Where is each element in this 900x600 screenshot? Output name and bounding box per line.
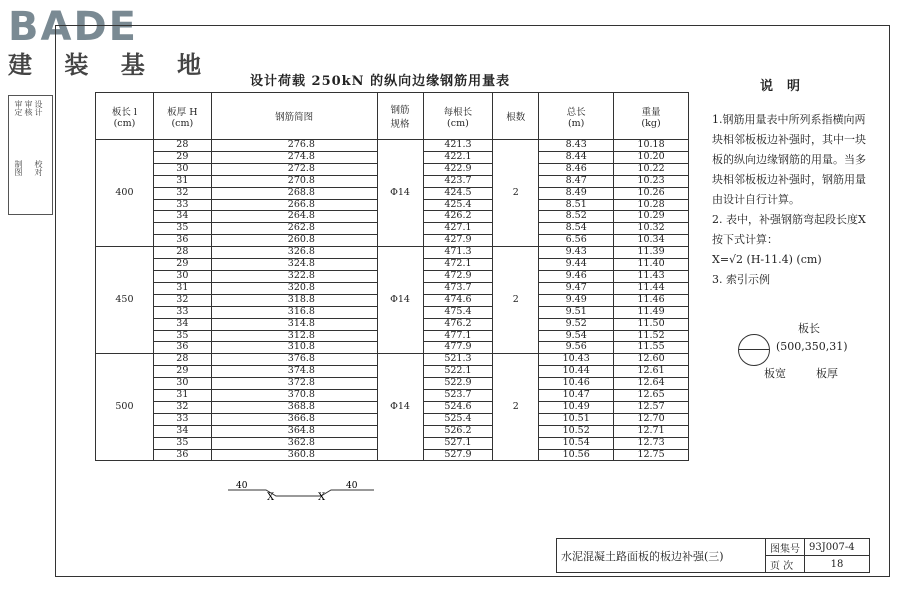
cell-total: 9.43 bbox=[539, 247, 614, 259]
cell-count: 2 bbox=[493, 140, 539, 247]
sidebar-label: 制图 bbox=[14, 160, 23, 176]
cell-total: 9.49 bbox=[539, 294, 614, 306]
cell-diagram-length: 272.8 bbox=[211, 163, 377, 175]
cell-thickness: 28 bbox=[153, 247, 211, 259]
cell-thickness: 33 bbox=[153, 413, 211, 425]
page-label: 页 次 bbox=[766, 556, 805, 573]
rebar-label-right: 40 bbox=[346, 481, 358, 491]
cell-total: 8.54 bbox=[539, 223, 614, 235]
table-body bbox=[96, 140, 689, 461]
header-count: 根数 bbox=[493, 93, 539, 140]
cell-diagram-length: 270.8 bbox=[211, 175, 377, 187]
drawing-name: 水泥混凝土路面板的板边补强(三) bbox=[557, 539, 766, 573]
cell-each-length: 473.7 bbox=[423, 282, 493, 294]
cell-weight: 12.64 bbox=[614, 378, 689, 390]
cell-weight: 10.23 bbox=[614, 175, 689, 187]
cell-diagram-length: 360.8 bbox=[211, 449, 377, 461]
sidebar-label: 校对 bbox=[34, 160, 43, 176]
cell-diagram-length: 318.8 bbox=[211, 294, 377, 306]
table-row bbox=[96, 247, 689, 259]
cell-each-length: 477.9 bbox=[423, 342, 493, 354]
cell-weight: 11.52 bbox=[614, 330, 689, 342]
cell-diagram-length: 374.8 bbox=[211, 366, 377, 378]
cell-total: 8.52 bbox=[539, 211, 614, 223]
header-diagram: 钢筋简图 bbox=[211, 93, 377, 140]
cell-thickness: 34 bbox=[153, 425, 211, 437]
cell-diagram-length: 262.8 bbox=[211, 223, 377, 235]
cell-diagram-length: 314.8 bbox=[211, 318, 377, 330]
cell-thickness: 34 bbox=[153, 318, 211, 330]
cell-total: 8.44 bbox=[539, 151, 614, 163]
cell-total: 10.44 bbox=[539, 366, 614, 378]
cell-diagram-length: 312.8 bbox=[211, 330, 377, 342]
cell-thickness: 36 bbox=[153, 449, 211, 461]
cell-total: 8.43 bbox=[539, 140, 614, 152]
notes bbox=[712, 110, 872, 290]
cell-diagram-length: 322.8 bbox=[211, 270, 377, 282]
cell-diagram-length: 364.8 bbox=[211, 425, 377, 437]
cell-weight: 11.43 bbox=[614, 270, 689, 282]
header-spec: 钢筋 规格 bbox=[377, 93, 423, 140]
cell-weight: 10.22 bbox=[614, 163, 689, 175]
cell-length: 400 bbox=[96, 140, 154, 247]
sidebar-signature-box bbox=[8, 95, 53, 215]
cell-weight: 11.46 bbox=[614, 294, 689, 306]
cell-total: 8.51 bbox=[539, 199, 614, 211]
cell-thickness: 31 bbox=[153, 390, 211, 402]
cell-diagram-length: 316.8 bbox=[211, 306, 377, 318]
logo-tagline: 建 装 基 地 bbox=[8, 51, 214, 79]
rebar-table bbox=[95, 92, 689, 461]
cell-weight: 10.18 bbox=[614, 140, 689, 152]
header-weight: 重量 (kg) bbox=[614, 93, 689, 140]
cell-diagram-length: 268.8 bbox=[211, 187, 377, 199]
cell-spec: Φ14 bbox=[377, 140, 423, 247]
table-title: 设计荷载 250kN 的纵向边缘钢筋用量表 bbox=[250, 74, 511, 89]
cell-each-length: 471.3 bbox=[423, 247, 493, 259]
cell-weight: 12.73 bbox=[614, 437, 689, 449]
cell-thickness: 36 bbox=[153, 235, 211, 247]
cell-thickness: 29 bbox=[153, 259, 211, 271]
cell-weight: 12.60 bbox=[614, 354, 689, 366]
cell-thickness: 35 bbox=[153, 223, 211, 235]
atlas-number: 93J007-4 bbox=[805, 539, 870, 556]
cell-total: 10.47 bbox=[539, 390, 614, 402]
cell-weight: 12.65 bbox=[614, 390, 689, 402]
cell-thickness: 32 bbox=[153, 187, 211, 199]
cell-each-length: 424.5 bbox=[423, 187, 493, 199]
cell-each-length: 523.7 bbox=[423, 390, 493, 402]
cell-diagram-length: 370.8 bbox=[211, 390, 377, 402]
cell-weight: 11.55 bbox=[614, 342, 689, 354]
cell-thickness: 28 bbox=[153, 140, 211, 152]
page-number: 18 bbox=[805, 556, 870, 573]
cell-thickness: 30 bbox=[153, 163, 211, 175]
rebar-label-x2: X bbox=[318, 492, 326, 501]
header-thickness: 板厚 H (cm) bbox=[153, 93, 211, 140]
header-total: 总长 (m) bbox=[539, 93, 614, 140]
cell-weight: 12.61 bbox=[614, 366, 689, 378]
note-3: 3. 索引示例 bbox=[712, 273, 770, 286]
cell-total: 10.46 bbox=[539, 378, 614, 390]
cell-weight: 12.70 bbox=[614, 413, 689, 425]
cell-each-length: 425.4 bbox=[423, 199, 493, 211]
note-1: 1.钢筋用量表中所列系指横向两块相邻板板边补强时，其中一块板的纵向边缘钢筋的用量。当多块相邻板板边补强时，钢筋用量由设计自行计算。 bbox=[712, 113, 866, 206]
cell-total: 10.51 bbox=[539, 413, 614, 425]
cell-each-length: 477.1 bbox=[423, 330, 493, 342]
cell-diagram-length: 362.8 bbox=[211, 437, 377, 449]
cell-thickness: 28 bbox=[153, 354, 211, 366]
example-label-length: 板长 bbox=[798, 322, 820, 335]
index-example bbox=[736, 320, 876, 390]
cell-weight: 10.29 bbox=[614, 211, 689, 223]
cell-diagram-length: 366.8 bbox=[211, 413, 377, 425]
rebar-label-x1: X bbox=[267, 492, 275, 501]
cell-spec: Φ14 bbox=[377, 247, 423, 354]
example-label-thickness: 板厚 bbox=[816, 367, 838, 380]
cell-each-length: 422.9 bbox=[423, 163, 493, 175]
cell-each-length: 475.4 bbox=[423, 306, 493, 318]
example-values: (500,350,31) bbox=[776, 340, 848, 353]
cell-diagram-length: 274.8 bbox=[211, 151, 377, 163]
cell-each-length: 427.1 bbox=[423, 223, 493, 235]
cell-each-length: 426.2 bbox=[423, 211, 493, 223]
cell-each-length: 423.7 bbox=[423, 175, 493, 187]
cell-weight: 11.40 bbox=[614, 259, 689, 271]
cell-thickness: 31 bbox=[153, 282, 211, 294]
table-row bbox=[96, 140, 689, 152]
cell-total: 8.47 bbox=[539, 175, 614, 187]
cell-weight: 11.44 bbox=[614, 282, 689, 294]
cell-total: 10.54 bbox=[539, 437, 614, 449]
cell-total: 8.49 bbox=[539, 187, 614, 199]
sidebar-label: 审定 bbox=[14, 100, 23, 116]
cell-each-length: 472.9 bbox=[423, 270, 493, 282]
cell-weight: 11.50 bbox=[614, 318, 689, 330]
cell-weight: 10.32 bbox=[614, 223, 689, 235]
cell-thickness: 33 bbox=[153, 199, 211, 211]
cell-total: 10.49 bbox=[539, 401, 614, 413]
cell-diagram-length: 320.8 bbox=[211, 282, 377, 294]
cell-each-length: 525.4 bbox=[423, 413, 493, 425]
cell-length: 450 bbox=[96, 247, 154, 354]
notes-title: 说明 bbox=[760, 79, 815, 94]
cell-total: 9.44 bbox=[539, 259, 614, 271]
cell-total: 9.47 bbox=[539, 282, 614, 294]
cell-count: 2 bbox=[493, 247, 539, 354]
cell-weight: 11.39 bbox=[614, 247, 689, 259]
cell-weight: 11.49 bbox=[614, 306, 689, 318]
index-circle-icon bbox=[738, 334, 770, 366]
cell-weight: 12.57 bbox=[614, 401, 689, 413]
cell-each-length: 474.6 bbox=[423, 294, 493, 306]
cell-thickness: 30 bbox=[153, 270, 211, 282]
cell-thickness: 32 bbox=[153, 294, 211, 306]
cell-diagram-length: 326.8 bbox=[211, 247, 377, 259]
cell-length: 500 bbox=[96, 354, 154, 461]
logo-brand: BADE bbox=[8, 4, 138, 50]
cell-weight: 10.20 bbox=[614, 151, 689, 163]
cell-each-length: 526.2 bbox=[423, 425, 493, 437]
cell-each-length: 527.9 bbox=[423, 449, 493, 461]
cell-weight: 12.71 bbox=[614, 425, 689, 437]
cell-total: 9.46 bbox=[539, 270, 614, 282]
cell-total: 10.43 bbox=[539, 354, 614, 366]
cell-each-length: 521.3 bbox=[423, 354, 493, 366]
rebar-label-left: 40 bbox=[236, 481, 248, 491]
cell-thickness: 31 bbox=[153, 175, 211, 187]
cell-each-length: 527.1 bbox=[423, 437, 493, 449]
cell-diagram-length: 276.8 bbox=[211, 140, 377, 152]
header-each-length: 每根长 (cm) bbox=[423, 93, 493, 140]
cell-each-length: 472.1 bbox=[423, 259, 493, 271]
cell-diagram-length: 310.8 bbox=[211, 342, 377, 354]
cell-total: 9.56 bbox=[539, 342, 614, 354]
cell-weight: 12.75 bbox=[614, 449, 689, 461]
note-formula: X=√2 (H-11.4) (cm) bbox=[712, 253, 822, 266]
cell-thickness: 29 bbox=[153, 366, 211, 378]
cell-each-length: 421.3 bbox=[423, 140, 493, 152]
cell-each-length: 476.2 bbox=[423, 318, 493, 330]
table-row bbox=[96, 354, 689, 366]
cell-each-length: 427.9 bbox=[423, 235, 493, 247]
cell-total: 9.52 bbox=[539, 318, 614, 330]
cell-thickness: 33 bbox=[153, 306, 211, 318]
cell-weight: 10.26 bbox=[614, 187, 689, 199]
cell-diagram-length: 266.8 bbox=[211, 199, 377, 211]
title-block bbox=[556, 538, 870, 573]
cell-thickness: 30 bbox=[153, 378, 211, 390]
cell-total: 10.52 bbox=[539, 425, 614, 437]
cell-thickness: 36 bbox=[153, 342, 211, 354]
cell-spec: Φ14 bbox=[377, 354, 423, 461]
header-length: 板长 l (cm) bbox=[96, 93, 154, 140]
cell-diagram-length: 324.8 bbox=[211, 259, 377, 271]
cell-weight: 10.34 bbox=[614, 235, 689, 247]
cell-diagram-length: 368.8 bbox=[211, 401, 377, 413]
cell-diagram-length: 376.8 bbox=[211, 354, 377, 366]
cell-thickness: 35 bbox=[153, 330, 211, 342]
rebar-diagram bbox=[226, 481, 376, 501]
cell-each-length: 522.9 bbox=[423, 378, 493, 390]
cell-thickness: 32 bbox=[153, 401, 211, 413]
cell-diagram-length: 264.8 bbox=[211, 211, 377, 223]
cell-total: 8.46 bbox=[539, 163, 614, 175]
cell-thickness: 34 bbox=[153, 211, 211, 223]
sidebar-label: 审核 bbox=[24, 100, 33, 116]
cell-diagram-length: 372.8 bbox=[211, 378, 377, 390]
cell-weight: 10.28 bbox=[614, 199, 689, 211]
example-label-width: 板宽 bbox=[764, 367, 786, 380]
cell-total: 9.51 bbox=[539, 306, 614, 318]
cell-diagram-length: 260.8 bbox=[211, 235, 377, 247]
cell-count: 2 bbox=[493, 354, 539, 461]
cell-each-length: 524.6 bbox=[423, 401, 493, 413]
cell-thickness: 29 bbox=[153, 151, 211, 163]
table-header-row bbox=[96, 93, 689, 140]
cell-each-length: 422.1 bbox=[423, 151, 493, 163]
note-2: 2. 表中，补强钢筋弯起段长度X按下式计算： bbox=[712, 213, 866, 246]
cell-total: 9.54 bbox=[539, 330, 614, 342]
atlas-label: 图集号 bbox=[766, 539, 805, 556]
cell-total: 10.56 bbox=[539, 449, 614, 461]
cell-total: 6.56 bbox=[539, 235, 614, 247]
cell-thickness: 35 bbox=[153, 437, 211, 449]
cell-each-length: 522.1 bbox=[423, 366, 493, 378]
sidebar-label: 设计 bbox=[34, 100, 43, 116]
